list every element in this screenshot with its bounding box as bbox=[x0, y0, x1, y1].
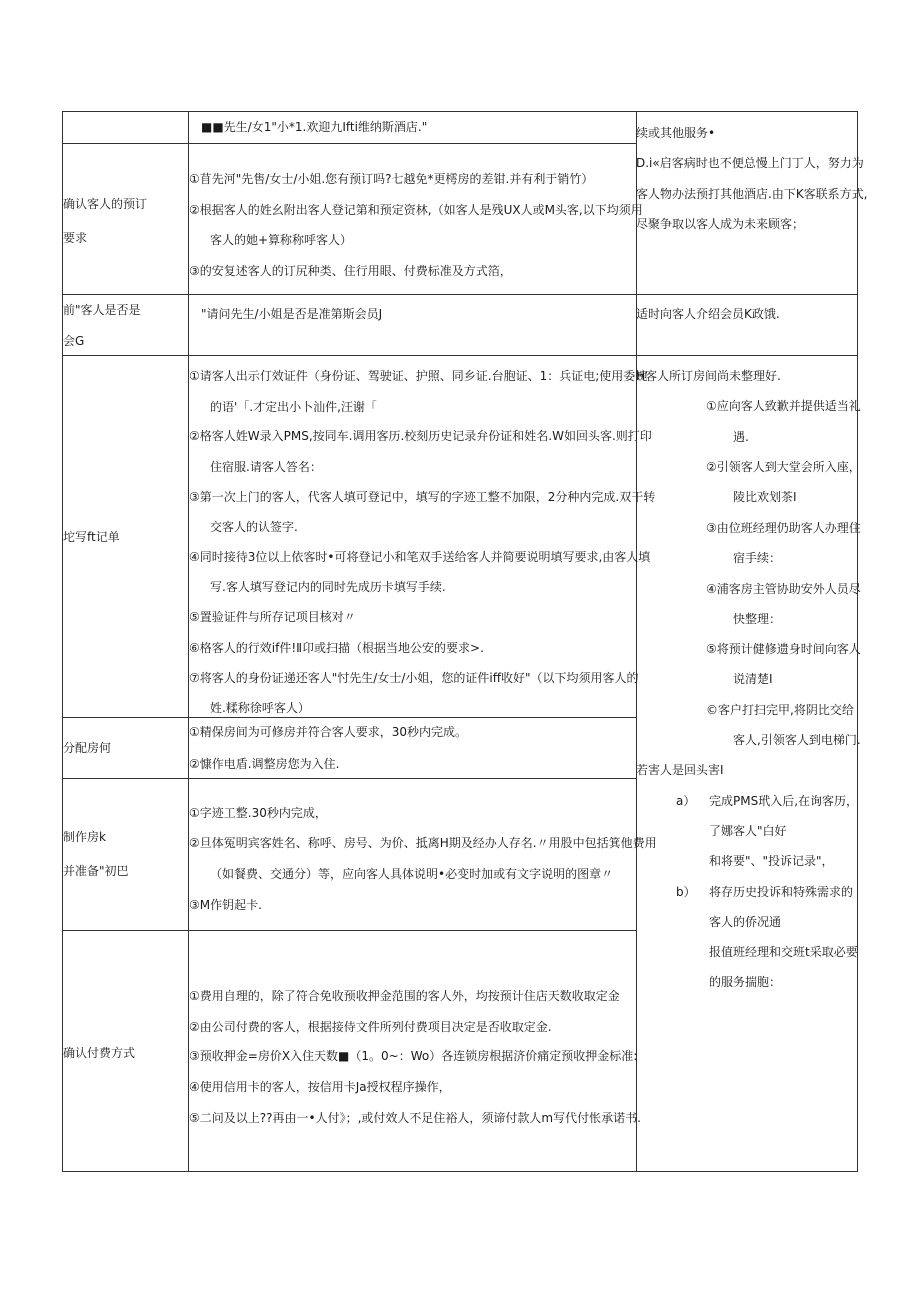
row-divider-4 bbox=[62, 717, 637, 718]
table-cell-text: ⑤将预计健修遗身时间向客人 bbox=[706, 642, 861, 656]
row-divider-2 bbox=[62, 294, 858, 295]
table-cell-text: "请问先生/小姐是否是准第斯会员J bbox=[201, 307, 383, 321]
table-cell-text: ②引领客人到大堂会所入座， bbox=[706, 460, 861, 474]
table-cell-text: 交客人的认签字. bbox=[210, 520, 298, 534]
table-cell-text: 若害人是回头害I bbox=[636, 763, 724, 777]
table-cell-text: ①精保房间为可修房并符合客人要求，30秒内完成。 bbox=[189, 725, 468, 739]
row-label: 分配房何 bbox=[63, 741, 112, 755]
table-cell-text: 报值班经理和交班t采取必要 bbox=[709, 945, 858, 959]
table-cell-text: ②旦体冤明宾客姓名、称呼、房号、为价、抵离H期及经办人存名.〃用股中包括箕他费用 bbox=[189, 836, 657, 850]
row-label: 并准备"初巴 bbox=[63, 864, 129, 878]
table-cell-text: ①请客人出示仃效证件（身份证、驾驶证、护照、同乡证.台胞证、1：兵证电;使用委婉 bbox=[189, 369, 648, 383]
table-cell-text: 和将要"、"投诉记录"， bbox=[709, 854, 834, 868]
table-cell-text: ④浦客房主管协助安外人员尽 bbox=[706, 582, 861, 596]
table-cell-text: ③预收押金=房价X入住天数■（1。0~：Wo）各连锁房根据济价痛定预收押金标准: bbox=[189, 1049, 638, 1063]
table-cell-text: 写.客人填写登记内的同时先成历卡填写手续. bbox=[210, 580, 446, 594]
table-cell-text: 住宿服.请客人答名： bbox=[210, 460, 322, 474]
table-cell-text: ③的安复述客人的订尻种类、住行用眼、付费标准及方式箔， bbox=[189, 264, 512, 278]
table-border-left bbox=[62, 111, 63, 1172]
table-cell-text: ⑦将客人的身份证递还客人"忖先生/女士/小姐，您的证件iff收好"（以下均须用客人的 bbox=[189, 671, 639, 685]
table-cell-text: 适时向客人介绍会员K政饿. bbox=[636, 307, 780, 321]
table-cell-text: 客人,引领客人到电梯门. bbox=[733, 733, 861, 747]
table-cell-text: 的服务揣胞： bbox=[709, 975, 782, 989]
row-label: 坨写ft记单 bbox=[63, 530, 120, 544]
table-cell-text: （如餐费、交通分）等，应向客人具体说明•必变时加或有文字说明的图章〃 bbox=[210, 867, 614, 881]
row-divider-1 bbox=[62, 143, 637, 144]
table-cell-text: 宿手续： bbox=[733, 551, 782, 565]
table-cell-text: ②格客人姓W录入PMS,按同车.调用客历.校刻历史记录弁份证和姓名.W如回头客.则打印 bbox=[189, 429, 652, 443]
table-border-bottom bbox=[62, 1171, 858, 1172]
row-label: 前"客人是否是 bbox=[63, 303, 141, 317]
table-cell-text: 将存历史投诉和特殊需求的 bbox=[709, 885, 854, 899]
table-cell-text: ④使用信用卡的客人，按信用卡Ja授权程序操作， bbox=[189, 1080, 451, 1094]
table-cell-text: ②由公司付费的客人，根据接侍文件所列付费项目决定是否收取定金. bbox=[189, 1020, 552, 1034]
table-cell-text: ③由位班经理仍助客人办理住 bbox=[706, 521, 861, 535]
table-cell-text: ③第一次上门的客人，代客人填可登记中，填写的字迹工整不加限，2分种内完成.双干转 bbox=[189, 490, 656, 504]
table-cell-text: ⑥格客人的行效if件!Ⅱ卬或扫描（根据当地公安的要求>. bbox=[189, 641, 484, 655]
table-cell-text: 了娜客人"白好 bbox=[709, 824, 787, 838]
row-label: 要求 bbox=[63, 231, 88, 245]
table-cell-text: 遇. bbox=[733, 430, 749, 444]
row-divider-6 bbox=[62, 930, 637, 931]
row-label: 制作房k bbox=[63, 830, 106, 844]
table-cell-text: ■■先生/女1"小*1.欢迎九Ifti维纳斯酒店." bbox=[201, 120, 428, 134]
table-border-top bbox=[62, 111, 858, 112]
table-cell-text: 的语'「.才定出小卜汕件,汪谢「 bbox=[210, 400, 377, 414]
list-marker: a） bbox=[676, 794, 696, 808]
row-divider-3 bbox=[62, 355, 858, 356]
table-cell-text: D.i«启客病时也不便总慢上门丁人，努力为 bbox=[636, 156, 864, 170]
table-cell-text: ③M作钥起卡. bbox=[189, 898, 262, 912]
table-cell-text: ©客户打扫完甲,将阴比交给 bbox=[706, 703, 854, 717]
table-cell-text: ②慷作电盾.调整房您为入住. bbox=[189, 757, 340, 771]
table-cell-text: 尽聚争取以客人成为未来顾客； bbox=[636, 217, 805, 231]
row-label: 会G bbox=[63, 334, 85, 348]
table-cell-text: ①苜先河"先售/女士/小姐.您有预订吗?七越免*更樗房的差钳.并有利于销竹） bbox=[189, 172, 594, 186]
row-divider-5 bbox=[62, 778, 637, 779]
table-cell-text: 说清楚I bbox=[733, 672, 773, 686]
table-cell-text: 客人的她+算称称呼客人） bbox=[210, 233, 353, 247]
table-cell-text: 客人物办法预打其他酒店.由下K客联系方式, bbox=[636, 187, 868, 201]
table-cell-text: 快整理： bbox=[733, 612, 782, 626]
table-cell-text: ④同时接待3位以上依客时•可将登记小和笔双手送给客人并简要说明填写要求,由客人填 bbox=[189, 550, 651, 564]
table-cell-text: ⑤置验证件与所存记项目核对〃 bbox=[189, 610, 356, 624]
table-cell-text: 客人的侨况通 bbox=[709, 915, 782, 929]
table-cell-text: ⑤二问及以上??再由一•人付》；,或付效人不足住裕人，须谛付款人m写代付怅承诺书. bbox=[189, 1111, 641, 1125]
table-cell-text: 姓.糅称徐呼客人） bbox=[210, 701, 310, 715]
table-cell-text: 陵比欢划茶I bbox=[733, 490, 797, 504]
table-cell-text: 完成PMS玳入后,在询客历， bbox=[709, 794, 859, 808]
table-cell-text: ①应向客人致歉并提供适当礼 bbox=[706, 399, 861, 413]
table-cell-text: ①费用自理的，除了符合免收预收押金范围的客人外，均按预计住店天数收取定金 bbox=[189, 989, 620, 1003]
row-label: 确认付费方式 bbox=[63, 1046, 136, 1060]
list-marker: b） bbox=[676, 885, 696, 899]
row-label: 确认客人的预订 bbox=[63, 197, 148, 211]
column-divider-2 bbox=[636, 111, 637, 1172]
table-cell-text: ①字迹工整.30秒内完成， bbox=[189, 806, 327, 820]
table-cell-text: ②根据客人的姓幺附出客人登记第和预定资林,（如客人是残UX人或M头客,以下均须用 bbox=[189, 203, 643, 217]
table-cell-text: 续或其他服务• bbox=[636, 126, 716, 140]
table-cell-text: H客人所订房间尚未整理好. bbox=[636, 369, 781, 383]
